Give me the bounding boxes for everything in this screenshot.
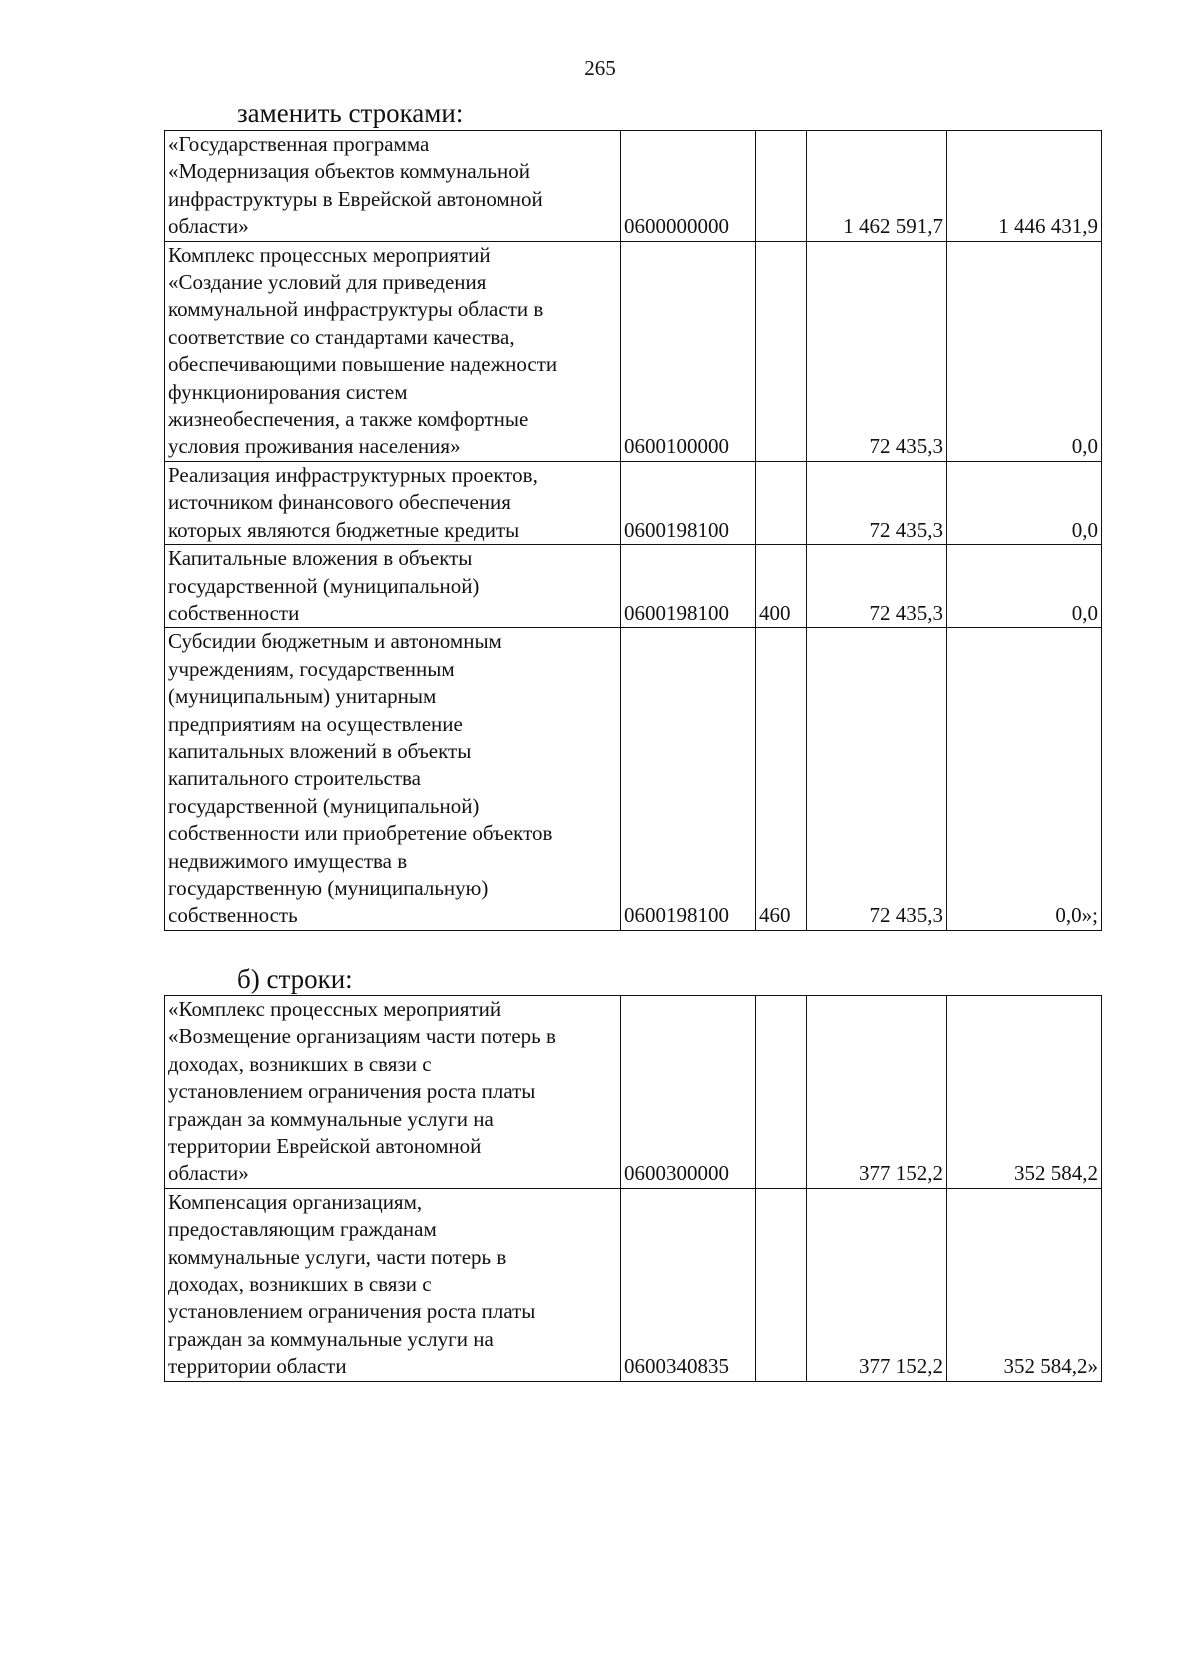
expense-type-cell	[756, 461, 807, 544]
row-name-line: условия проживания населения»	[168, 434, 461, 459]
amount-cell-1: 1 462 591,7	[807, 131, 947, 242]
replacement-rows-body	[165, 131, 1102, 931]
row-name-line: «Комплекс процессных мероприятий	[168, 997, 502, 1021]
table-row	[165, 461, 1102, 544]
row-name-line: которых являются бюджетные кредиты	[168, 517, 520, 542]
row-name-line: доходах, возникших в связи с	[168, 1272, 432, 1297]
expense-type-cell	[756, 996, 807, 1189]
row-name-line: источником финансового обеспечения	[168, 490, 511, 515]
row-name-line: «Возмещение организациям части потерь в	[168, 1024, 556, 1049]
row-name-line: государственной (муниципальной)	[168, 793, 480, 818]
row-name-line: граждан за коммунальные услуги на	[168, 1326, 494, 1351]
row-name-line: государственную (муниципальную)	[168, 875, 489, 900]
table-row	[165, 131, 1102, 242]
table-row	[165, 628, 1102, 930]
row-name-line: Комплекс процессных мероприятий	[168, 242, 491, 267]
row-name-cell	[165, 545, 621, 628]
row-name-cell	[165, 1188, 621, 1381]
expense-type-cell	[756, 1188, 807, 1381]
section-1-heading: заменить строками:	[237, 98, 464, 128]
amount-cell-1: 377 152,2	[807, 996, 947, 1189]
row-name-line: инфраструктуры в Еврейской автономной	[168, 186, 543, 211]
rows-b-table	[164, 995, 1102, 1382]
row-name-line: граждан за коммунальные услуги на	[168, 1106, 494, 1131]
row-name-line: Субсидии бюджетным и автономным	[168, 629, 502, 654]
amount-cell-1: 72 435,3	[807, 241, 947, 461]
row-name-line: установлением ограничения роста платы	[168, 1299, 536, 1324]
row-name-cell	[165, 996, 621, 1189]
page-number: 265	[584, 56, 616, 80]
row-name-line: Реализация инфраструктурных проектов,	[168, 462, 538, 487]
row-name-line: Компенсация организациям,	[168, 1189, 423, 1214]
row-name-line: предприятиям на осуществление	[168, 711, 463, 736]
row-name-line: установлением ограничения роста платы	[168, 1079, 536, 1104]
expense-type-cell	[756, 131, 807, 242]
row-name-line: собственности	[168, 600, 300, 625]
amount-cell-1: 72 435,3	[807, 628, 947, 930]
row-name-cell	[165, 241, 621, 461]
row-name-line: области»	[168, 1161, 249, 1186]
replacement-rows-table	[164, 130, 1102, 931]
amount-cell-2: 0,0	[947, 545, 1102, 628]
rows-b-body	[165, 996, 1102, 1382]
expense-type-cell: 400	[756, 545, 807, 628]
table-row	[165, 996, 1102, 1189]
row-name-line: территории области	[168, 1354, 347, 1379]
row-name-line: капитальных вложений в объекты	[168, 738, 472, 763]
row-name-line: коммунальные услуги, части потерь в	[168, 1244, 507, 1269]
expense-type-cell: 460	[756, 628, 807, 930]
row-name-line: доходах, возникших в связи с	[168, 1051, 432, 1076]
amount-cell-2: 1 446 431,9	[947, 131, 1102, 242]
row-name-line: недвижимого имущества в	[168, 848, 408, 873]
amount-cell-2: 0,0	[947, 461, 1102, 544]
row-name-line: учреждениям, государственным	[168, 656, 455, 681]
target-article-code-cell: 0600300000	[621, 996, 756, 1189]
target-article-code-cell: 0600340835	[621, 1188, 756, 1381]
row-name-line: территории Еврейской автономной	[168, 1134, 482, 1159]
amount-cell-1: 377 152,2	[807, 1188, 947, 1381]
amount-cell-2: 0,0	[947, 241, 1102, 461]
target-article-code-cell: 0600100000	[621, 241, 756, 461]
target-article-code-cell: 0600000000	[621, 131, 756, 242]
row-name-cell	[165, 131, 621, 242]
row-name-cell	[165, 628, 621, 930]
amount-cell-1: 72 435,3	[807, 461, 947, 544]
amount-cell-1: 72 435,3	[807, 545, 947, 628]
row-name-line: капитального строительства	[168, 766, 421, 791]
row-name-line: собственности или приобретение объектов	[168, 821, 553, 846]
row-name-line: (муниципальным) унитарным	[168, 684, 437, 709]
row-name-line: Капитальные вложения в объекты	[168, 546, 473, 571]
amount-cell-2: 0,0»;	[947, 628, 1102, 930]
row-name-line: «Государственная программа	[168, 132, 430, 156]
row-name-line: коммунальной инфраструктуры области в	[168, 297, 544, 322]
row-name-line: соответствие со стандартами качества,	[168, 324, 515, 349]
row-name-line: функционирования систем	[168, 379, 408, 404]
table-row	[165, 545, 1102, 628]
row-name-line: «Модернизация объектов коммунальной	[168, 159, 530, 184]
target-article-code-cell: 0600198100	[621, 628, 756, 930]
target-article-code-cell: 0600198100	[621, 545, 756, 628]
row-name-cell	[165, 461, 621, 544]
row-name-line: жизнеобеспечения, а также комфортные	[168, 407, 529, 432]
row-name-line: собственность	[168, 903, 298, 928]
row-name-line: обеспечивающими повышение надежности	[168, 352, 558, 377]
row-name-line: государственной (муниципальной)	[168, 573, 480, 598]
table-row	[165, 1188, 1102, 1381]
amount-cell-2: 352 584,2	[947, 996, 1102, 1189]
expense-type-cell	[756, 241, 807, 461]
section-2-heading: б) строки:	[237, 964, 353, 994]
row-name-line: области»	[168, 214, 249, 239]
row-name-line: «Создание условий для приведения	[168, 270, 487, 295]
target-article-code-cell: 0600198100	[621, 461, 756, 544]
row-name-line: предоставляющим гражданам	[168, 1217, 437, 1242]
table-row	[165, 241, 1102, 461]
amount-cell-2: 352 584,2»	[947, 1188, 1102, 1381]
